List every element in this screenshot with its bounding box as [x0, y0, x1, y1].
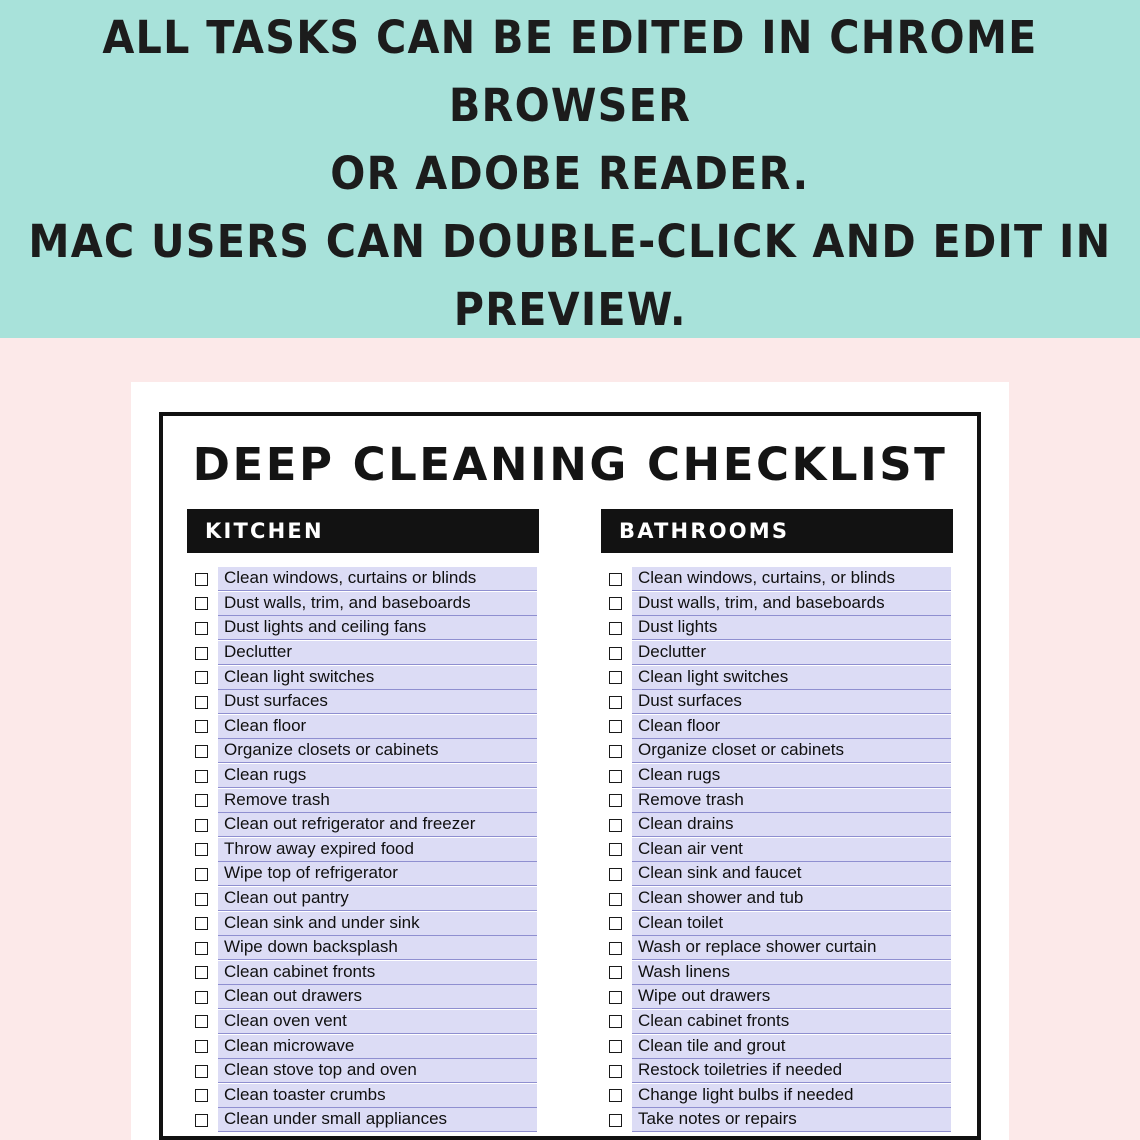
item-text-field[interactable]: Clean air vent — [632, 838, 951, 862]
list-item[interactable] — [189, 592, 537, 617]
list-item[interactable] — [189, 1059, 537, 1084]
checkbox-icon[interactable] — [195, 991, 208, 1004]
checkbox-icon[interactable] — [195, 597, 208, 610]
item-text-field[interactable]: Clean toilet — [632, 912, 951, 936]
checkbox-icon[interactable] — [195, 868, 208, 881]
list-item[interactable] — [189, 764, 537, 789]
checkbox-icon[interactable] — [195, 1015, 208, 1028]
list-item[interactable] — [603, 1083, 951, 1108]
list-item[interactable] — [189, 813, 537, 838]
list-item[interactable] — [189, 788, 537, 813]
checkbox-icon[interactable] — [195, 696, 208, 709]
checkbox-icon[interactable] — [195, 819, 208, 832]
item-text-field[interactable]: Wipe out drawers — [632, 985, 951, 1009]
checkbox-icon[interactable] — [195, 745, 208, 758]
list-item[interactable] — [189, 641, 537, 666]
checkbox-icon[interactable] — [609, 917, 622, 930]
item-text-field[interactable]: Dust lights and ceiling fans — [218, 616, 537, 640]
checkbox-icon[interactable] — [195, 1040, 208, 1053]
item-text-field[interactable]: Clean sink and under sink — [218, 912, 537, 936]
checkbox-icon[interactable] — [609, 671, 622, 684]
item-text-field[interactable]: Wash linens — [632, 961, 951, 985]
checklist-column-kitchen — [187, 509, 539, 1133]
checkbox-icon[interactable] — [609, 573, 622, 586]
item-text-field[interactable]: Clean cabinet fronts — [218, 961, 537, 985]
checkbox-icon[interactable] — [609, 1114, 622, 1127]
checkbox-icon[interactable] — [609, 647, 622, 660]
item-text-field[interactable]: Clean light switches — [218, 666, 537, 690]
checkbox-icon[interactable] — [609, 1089, 622, 1102]
list-item[interactable] — [189, 1034, 537, 1059]
checkbox-icon[interactable] — [195, 843, 208, 856]
list-item[interactable] — [603, 690, 951, 715]
list-item[interactable] — [189, 936, 537, 961]
list-item[interactable] — [189, 1083, 537, 1108]
page-title: DEEP CLEANING CHECKLIST — [192, 438, 948, 491]
checkbox-icon[interactable] — [195, 720, 208, 733]
checklist-frame — [159, 412, 981, 1140]
info-banner — [0, 0, 1140, 338]
item-text-field[interactable]: Clean microwave — [218, 1035, 537, 1059]
list-item[interactable] — [189, 616, 537, 641]
item-text-field[interactable]: Clean stove top and oven — [218, 1059, 537, 1083]
checklist-column-bathrooms — [601, 509, 953, 1133]
column-header-kitchen: KITCHEN — [187, 509, 539, 553]
item-text-field[interactable]: Clean cabinet fronts — [632, 1010, 951, 1034]
checkbox-icon[interactable] — [195, 917, 208, 930]
column-header-bathrooms: BATHROOMS — [601, 509, 953, 553]
list-item[interactable] — [603, 985, 951, 1010]
banner-line-1: ALL TASKS CAN BE EDITED IN CHROME BROWSER — [102, 11, 1038, 132]
item-text-field[interactable]: Clean rugs — [632, 764, 951, 788]
item-text-field[interactable]: Clean out drawers — [218, 985, 537, 1009]
list-item[interactable] — [603, 665, 951, 690]
checkbox-icon[interactable] — [195, 622, 208, 635]
item-text-field[interactable]: Dust surfaces — [218, 690, 537, 714]
list-item[interactable] — [603, 641, 951, 666]
checklist-sheet — [131, 382, 1009, 1140]
checkbox-icon[interactable] — [609, 696, 622, 709]
list-item[interactable] — [189, 665, 537, 690]
item-text-field[interactable]: Clean out pantry — [218, 887, 537, 911]
item-text-field[interactable]: Declutter — [632, 641, 951, 665]
kitchen-items — [187, 553, 539, 1133]
list-item[interactable] — [189, 690, 537, 715]
item-text-field[interactable]: Clean toaster crumbs — [218, 1084, 537, 1108]
checkbox-icon[interactable] — [609, 893, 622, 906]
list-item[interactable] — [189, 911, 537, 936]
item-text-field[interactable]: Clean windows, curtains, or blinds — [632, 567, 951, 591]
item-text-field[interactable]: Dust lights — [632, 616, 951, 640]
list-item[interactable] — [189, 862, 537, 887]
item-text-field[interactable]: Clean light switches — [632, 666, 951, 690]
checkbox-icon[interactable] — [609, 868, 622, 881]
item-text-field[interactable]: Wash or replace shower curtain — [632, 936, 951, 960]
list-item[interactable] — [603, 1034, 951, 1059]
checklist-columns — [187, 509, 953, 1133]
list-item[interactable] — [189, 838, 537, 863]
item-text-field[interactable]: Clean out refrigerator and freezer — [218, 813, 537, 837]
checkbox-icon[interactable] — [195, 942, 208, 955]
checkbox-icon[interactable] — [195, 770, 208, 783]
item-text-field[interactable]: Clean drains — [632, 813, 951, 837]
list-item[interactable] — [603, 715, 951, 740]
checkbox-icon[interactable] — [609, 1040, 622, 1053]
checkbox-icon[interactable] — [195, 893, 208, 906]
bathrooms-items — [601, 553, 953, 1133]
list-item[interactable] — [603, 592, 951, 617]
checkbox-icon[interactable] — [195, 1089, 208, 1102]
list-item[interactable] — [603, 764, 951, 789]
list-item[interactable] — [189, 985, 537, 1010]
item-text-field[interactable]: Wipe top of refrigerator — [218, 862, 537, 886]
checkbox-icon[interactable] — [609, 991, 622, 1004]
checkbox-icon[interactable] — [609, 794, 622, 807]
list-item[interactable] — [189, 567, 537, 592]
item-text-field[interactable]: Dust surfaces — [632, 690, 951, 714]
checkbox-icon[interactable] — [195, 671, 208, 684]
item-text-field[interactable]: Dust walls, trim, and baseboards — [632, 592, 951, 616]
list-item[interactable] — [603, 1059, 951, 1084]
list-item[interactable] — [603, 911, 951, 936]
item-text-field[interactable]: Remove trash — [218, 789, 537, 813]
checkbox-icon[interactable] — [609, 720, 622, 733]
checkbox-icon[interactable] — [609, 770, 622, 783]
item-text-field[interactable]: Clean shower and tub — [632, 887, 951, 911]
list-item[interactable] — [603, 788, 951, 813]
checkbox-icon[interactable] — [195, 1114, 208, 1127]
list-item[interactable] — [603, 739, 951, 764]
list-item[interactable] — [189, 1010, 537, 1035]
checkbox-icon[interactable] — [195, 1065, 208, 1078]
checkbox-icon[interactable] — [609, 942, 622, 955]
item-text-field[interactable]: Dust walls, trim, and baseboards — [218, 592, 537, 616]
list-item[interactable] — [603, 1010, 951, 1035]
item-text-field[interactable]: Clean floor — [632, 715, 951, 739]
list-item[interactable] — [603, 567, 951, 592]
checkbox-icon[interactable] — [195, 794, 208, 807]
list-item[interactable] — [189, 739, 537, 764]
banner-line-2: OR ADOBE READER. — [330, 147, 810, 200]
list-item[interactable] — [603, 1108, 951, 1133]
item-text-field[interactable]: Organize closet or cabinets — [632, 739, 951, 763]
item-text-field[interactable]: Take notes or repairs — [632, 1108, 951, 1132]
item-text-field[interactable]: Clean under small appliances — [218, 1108, 537, 1132]
list-item[interactable] — [189, 715, 537, 740]
checkbox-icon[interactable] — [609, 622, 622, 635]
item-text-field[interactable]: Clean tile and grout — [632, 1035, 951, 1059]
item-text-field[interactable]: Restock toiletries if needed — [632, 1059, 951, 1083]
item-text-field[interactable]: Clean floor — [218, 715, 537, 739]
list-item[interactable] — [603, 862, 951, 887]
item-text-field[interactable]: Clean sink and faucet — [632, 862, 951, 886]
checkbox-icon[interactable] — [609, 1065, 622, 1078]
item-text-field[interactable]: Change light bulbs if needed — [632, 1084, 951, 1108]
banner-line-4: PREVIEW. — [453, 283, 687, 336]
checkbox-icon[interactable] — [609, 597, 622, 610]
checkbox-icon[interactable] — [609, 843, 622, 856]
item-text-field[interactable]: Wipe down backsplash — [218, 936, 537, 960]
item-text-field[interactable]: Throw away expired food — [218, 838, 537, 862]
checkbox-icon[interactable] — [609, 1015, 622, 1028]
list-item[interactable] — [189, 887, 537, 912]
banner-line-3: MAC USERS CAN DOUBLE-CLICK AND EDIT IN — [28, 215, 1112, 268]
list-item[interactable] — [603, 616, 951, 641]
item-text-field[interactable]: Clean rugs — [218, 764, 537, 788]
item-text-field[interactable]: Clean windows, curtains or blinds — [218, 567, 537, 591]
list-item[interactable] — [603, 887, 951, 912]
checkbox-icon[interactable] — [609, 819, 622, 832]
list-item[interactable] — [603, 936, 951, 961]
list-item[interactable] — [603, 813, 951, 838]
list-item[interactable] — [189, 1108, 537, 1133]
item-text-field[interactable]: Clean oven vent — [218, 1010, 537, 1034]
list-item[interactable] — [189, 961, 537, 986]
checkbox-icon[interactable] — [195, 573, 208, 586]
item-text-field[interactable]: Organize closets or cabinets — [218, 739, 537, 763]
list-item[interactable] — [603, 838, 951, 863]
checkbox-icon[interactable] — [609, 966, 622, 979]
checkbox-icon[interactable] — [195, 966, 208, 979]
item-text-field[interactable]: Remove trash — [632, 789, 951, 813]
checkbox-icon[interactable] — [609, 745, 622, 758]
checkbox-icon[interactable] — [195, 647, 208, 660]
list-item[interactable] — [603, 961, 951, 986]
item-text-field[interactable]: Declutter — [218, 641, 537, 665]
